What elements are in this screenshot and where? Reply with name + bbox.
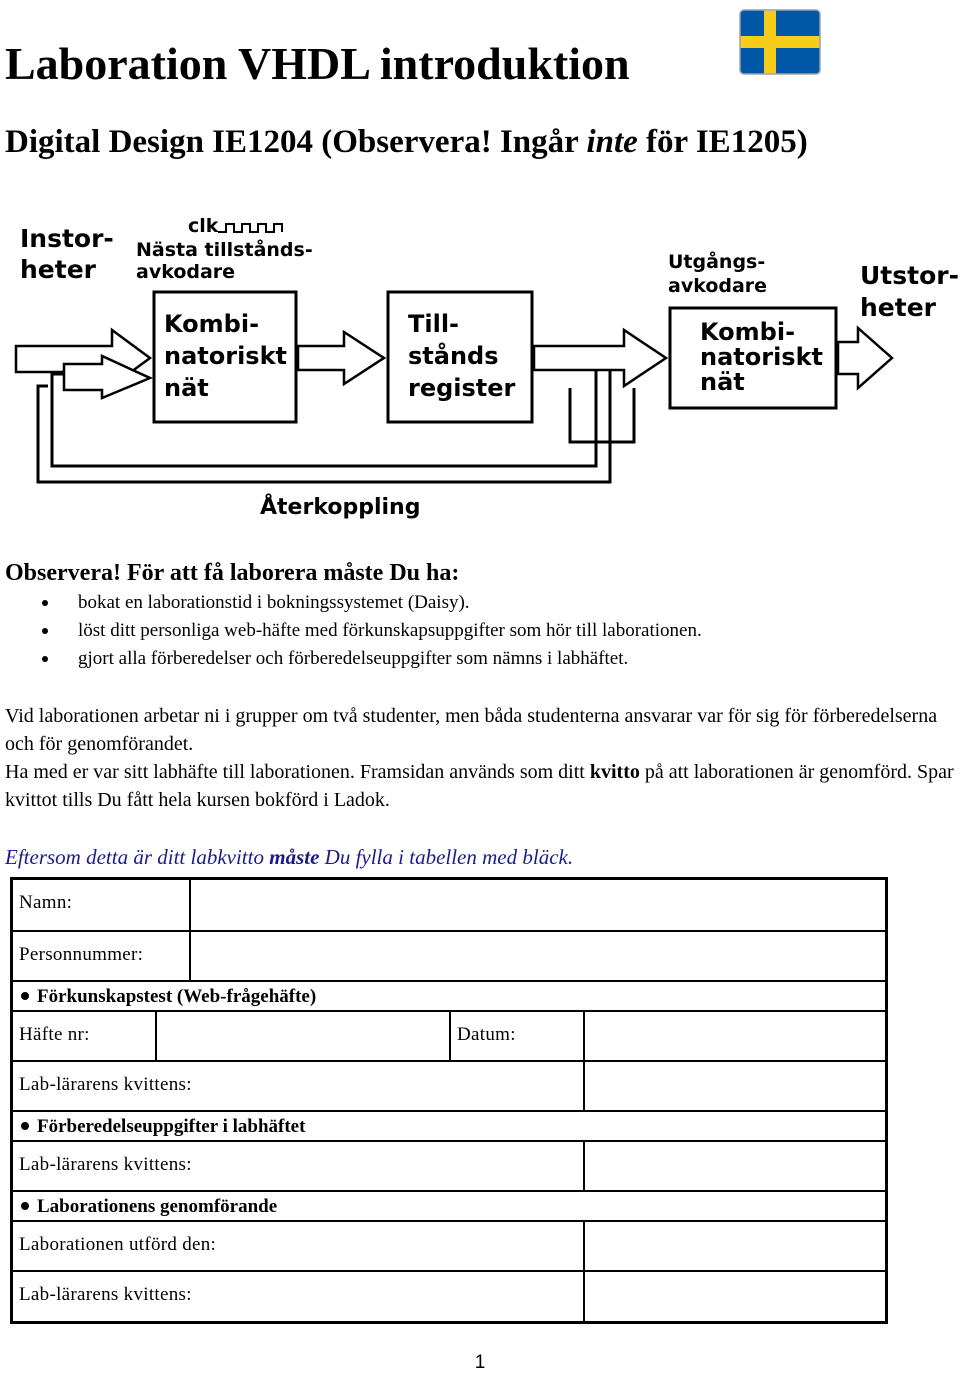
booklet-number-label: Häfte nr:	[19, 1024, 90, 1045]
subtitle-emphasis: inte	[586, 124, 638, 160]
notice-heading: Observera! För att få laborera måste Du ha:	[5, 560, 460, 586]
performed-on-label: Laborationen utförd den:	[19, 1234, 217, 1255]
clock-label: clk	[188, 215, 219, 237]
prerequisite-test-heading: Förkunskapstest (Web-frågehäfte)	[19, 986, 316, 1008]
next-state-label-line1: Nästa tillstånds-	[136, 239, 313, 261]
receipt-keyword: kvitto	[589, 761, 640, 783]
name-label: Namn:	[19, 892, 73, 913]
section-header-row	[13, 1192, 885, 1222]
teacher-signature-field[interactable]	[585, 1142, 885, 1190]
teacher-signature-label: Lab-lärarens kvittens:	[19, 1074, 192, 1095]
group-work-paragraph: Vid laborationen arbetar ni i grupper om två studenter, men båda studenterna ansvarar var för sig för förberedelserna och för genomförandet.	[5, 705, 938, 755]
teacher-signature-label: Lab-lärarens kvittens:	[19, 1284, 192, 1305]
list-item: gjort alla förberedelser och förberedelseuppgifter som nämns i labhäftet.	[0, 645, 702, 673]
register-to-comb2-arrow	[534, 330, 666, 386]
moore-feedback	[570, 388, 634, 442]
ink-instruction-start: Eftersom detta är ditt labkvitto	[5, 845, 270, 869]
comb2-label-line3: nät	[700, 368, 745, 396]
bullet-icon	[21, 992, 29, 1000]
section-header-row	[13, 982, 885, 1012]
table-row	[13, 932, 885, 982]
requirements-list	[0, 589, 702, 673]
bullet-icon	[21, 1202, 29, 1210]
table-row	[13, 1272, 885, 1321]
list-item: löst ditt personliga web-häfte med förkunskapsuppgifter som hör till laborationen.	[0, 617, 702, 645]
date-field[interactable]	[585, 1012, 885, 1060]
personal-number-field[interactable]	[191, 932, 885, 980]
receipt-paragraph-start: Ha med er var sitt labhäfte till laborationen. Framsidan används som ditt	[5, 761, 590, 783]
receipt-paragraph-end: på att laborationen är genomförd. Spar kvittot tills Du fått hela kursen bokförd i Ladok.	[5, 761, 954, 811]
inputs-label-line1: Instor-	[20, 224, 114, 253]
inputs-label-line2: heter	[20, 255, 96, 284]
page-subtitle	[5, 122, 808, 162]
ink-instruction	[5, 843, 573, 871]
performed-on-field[interactable]	[585, 1222, 885, 1270]
list-item: bokat en laborationstid i bokningssystemet (Daisy).	[0, 589, 702, 617]
state-register-label-line1: Till-	[408, 310, 460, 338]
name-field[interactable]	[191, 880, 885, 930]
booklet-number-field[interactable]	[157, 1012, 451, 1060]
comb2-label-line1: Kombi-	[700, 318, 796, 346]
outputs-label-line2: heter	[860, 293, 936, 322]
section-header-row	[13, 1112, 885, 1142]
table-row	[13, 1012, 885, 1062]
next-state-label-line2: avkodare	[136, 261, 236, 283]
ink-instruction-keyword: måste	[269, 845, 320, 869]
table-row	[13, 880, 885, 932]
subtitle-prefix: Digital Design IE1204 (Observera! Ingår	[5, 124, 587, 160]
page-title: Laboration VHDL introduktion	[5, 38, 630, 89]
receipt-paragraph	[5, 758, 960, 814]
output-arrow	[838, 328, 892, 388]
outputs-label-line1: Utstor-	[860, 261, 959, 290]
subtitle-suffix: för IE1205)	[637, 124, 808, 160]
table-row	[13, 1142, 885, 1192]
preparation-heading: Förberedelseuppgifter i labhäftet	[19, 1116, 305, 1138]
clock-waveform	[218, 224, 282, 232]
lab-receipt-table	[10, 877, 888, 1324]
table-row	[13, 1222, 885, 1272]
state-machine-block-diagram	[4, 192, 960, 528]
teacher-signature-label: Lab-lärarens kvittens:	[19, 1154, 192, 1175]
output-decoder-label-line2: avkodare	[668, 275, 768, 297]
state-register-label-line2: stånds	[408, 342, 499, 370]
feedback-label: Återkoppling	[260, 495, 421, 520]
teacher-signature-field[interactable]	[585, 1062, 885, 1110]
output-decoder-label-line1: Utgångs-	[668, 251, 766, 273]
bullet-icon	[21, 1122, 29, 1130]
comb2-label-line2: natoriskt	[700, 343, 824, 371]
teacher-signature-field[interactable]	[585, 1272, 885, 1321]
page-number: 1	[474, 1352, 486, 1373]
date-label: Datum:	[457, 1024, 516, 1045]
state-register-label-line3: register	[408, 374, 516, 402]
ink-instruction-end: Du fylla i tabellen med bläck.	[319, 845, 574, 869]
table-row	[13, 1062, 885, 1112]
comb-to-register-arrow	[298, 332, 384, 384]
swedish-flag-icon	[738, 8, 822, 76]
personal-number-label: Personnummer:	[19, 944, 144, 965]
comb1-label-line2: natoriskt	[164, 342, 288, 370]
comb1-label-line1: Kombi-	[164, 310, 260, 338]
comb1-label-line3: nät	[164, 374, 209, 402]
lab-execution-heading: Laborationens genomförande	[19, 1196, 277, 1218]
